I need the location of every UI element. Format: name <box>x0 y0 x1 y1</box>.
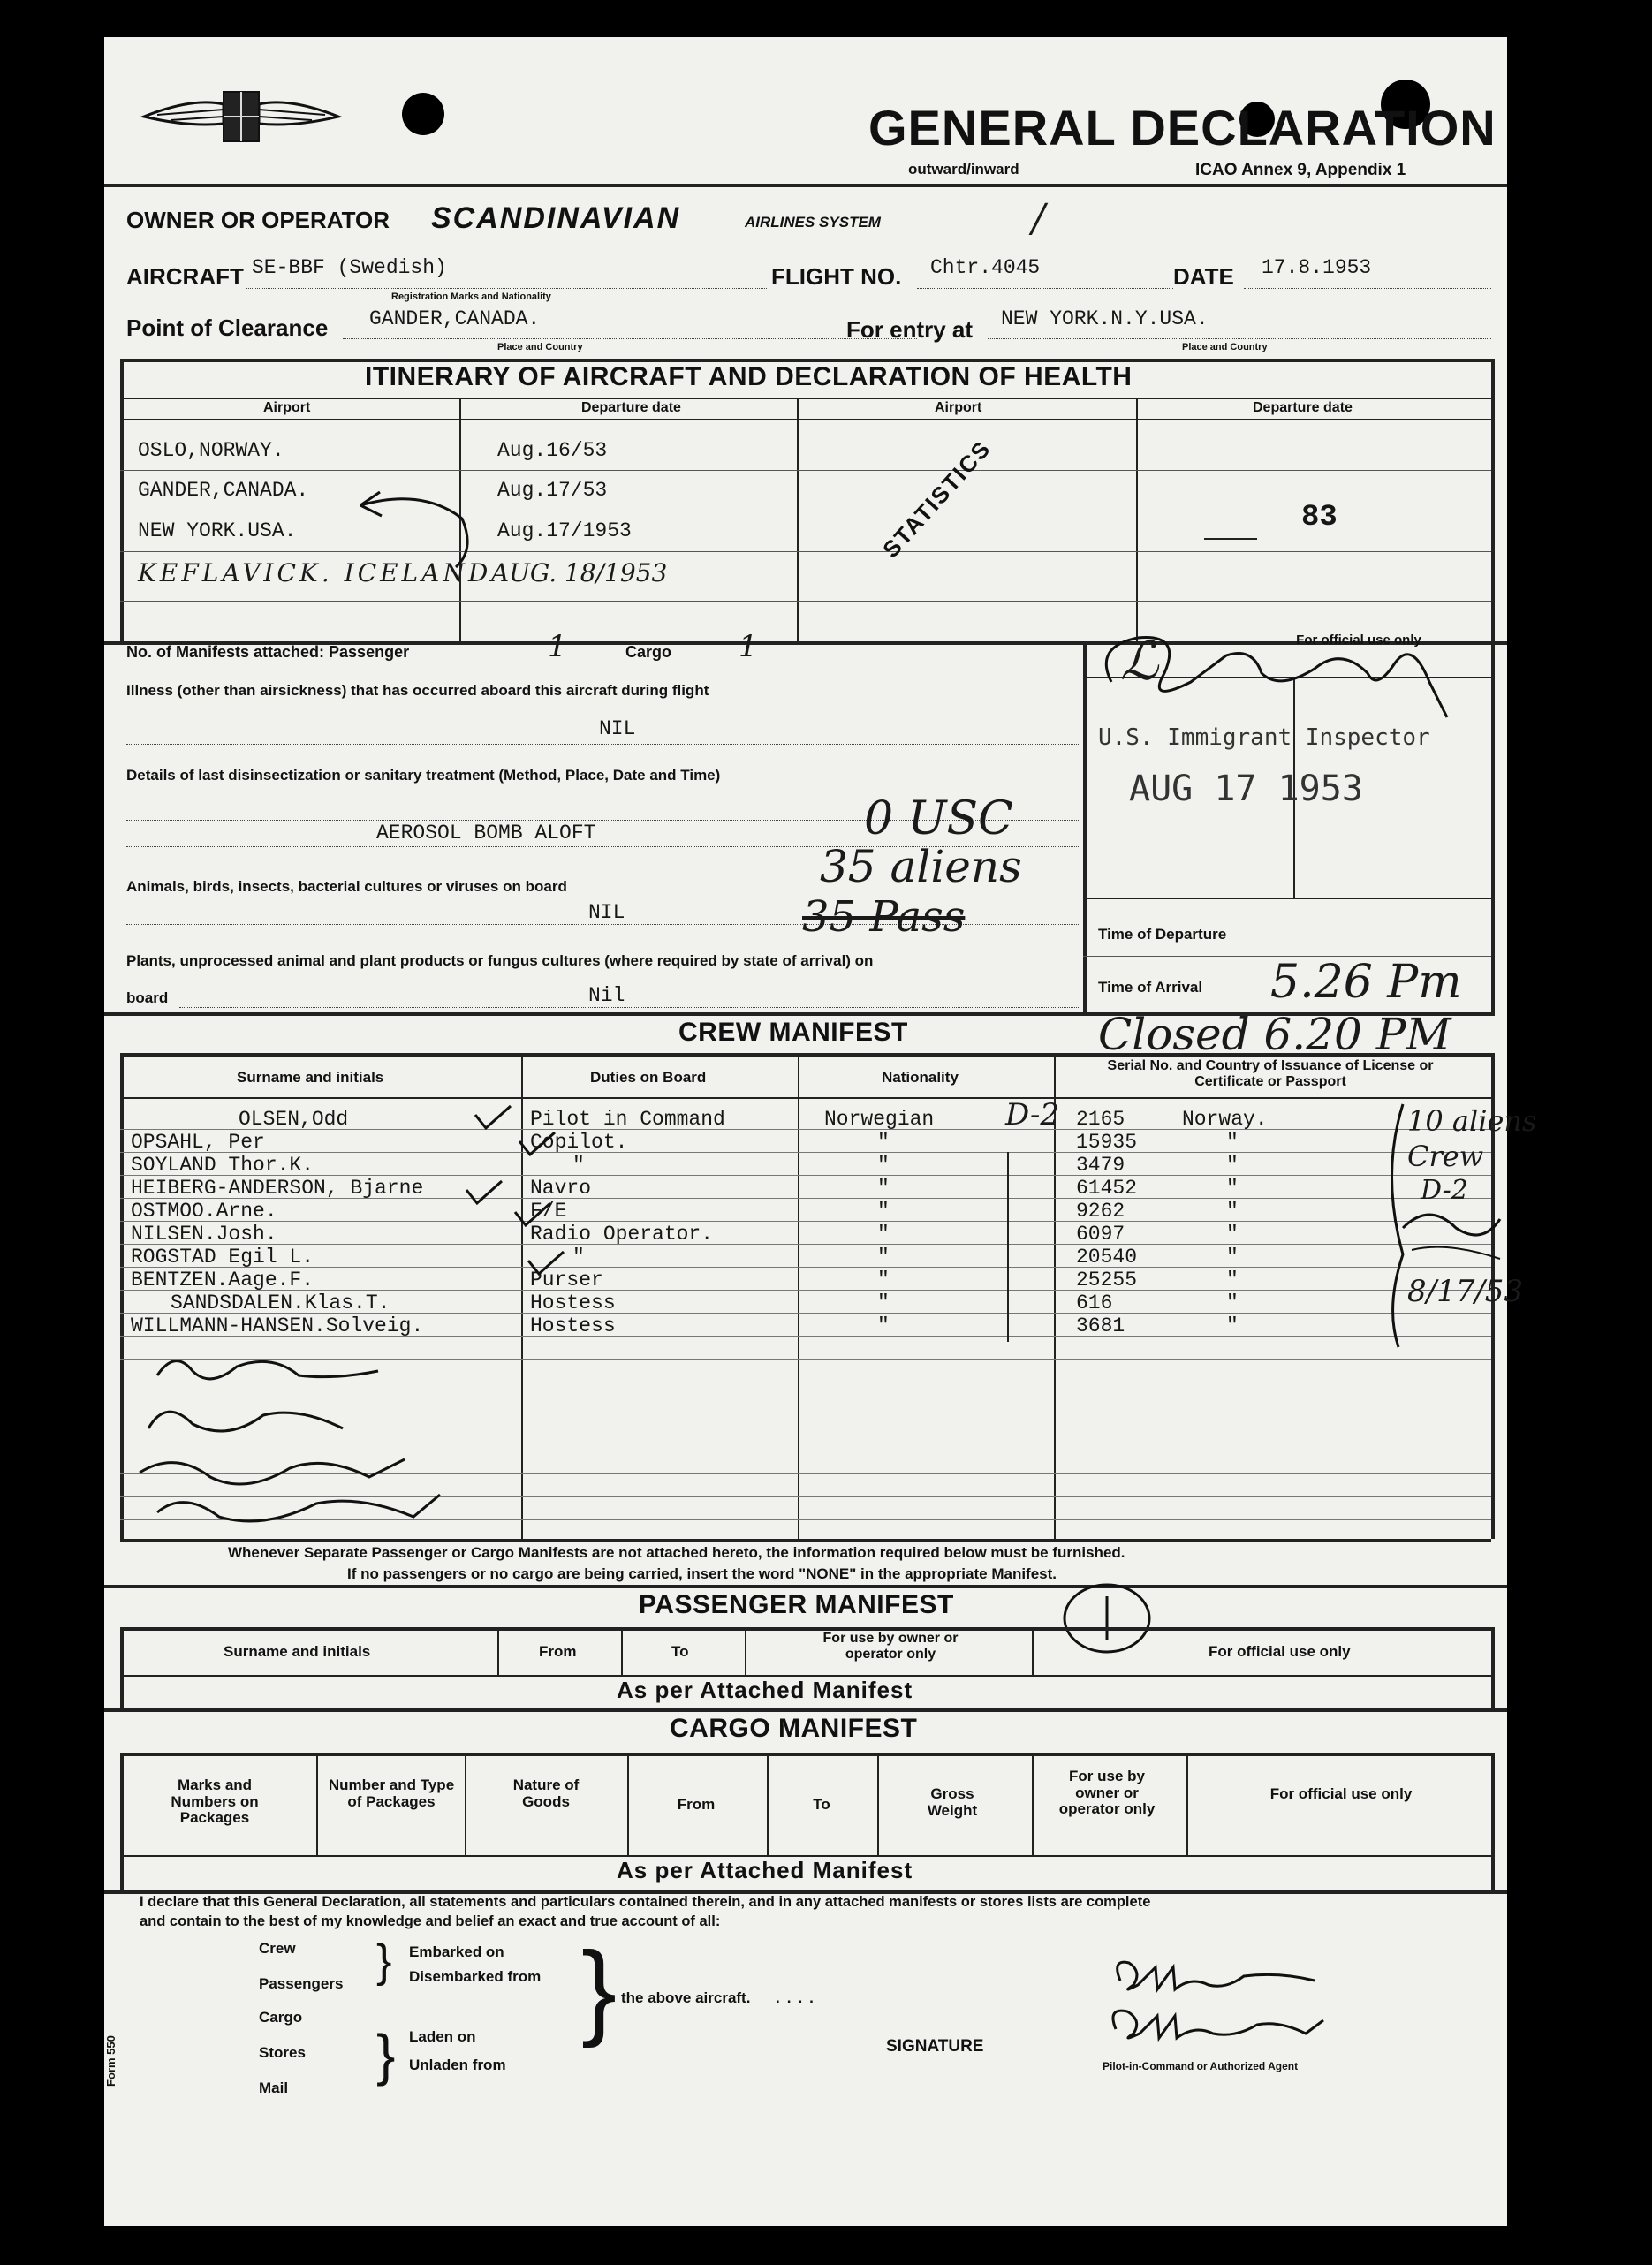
passenger-title: PASSENGER MANIFEST <box>639 1590 954 1619</box>
crew-nationality: Norwegian <box>824 1108 935 1131</box>
arrival-label: Time of Arrival <box>1098 979 1203 996</box>
crew-note: D-2 <box>1421 1175 1468 1206</box>
declaration-item-passengers: Passengers <box>259 1975 344 1992</box>
crew-nationality: " <box>877 1269 890 1292</box>
crew-duty: Hostess <box>530 1314 616 1337</box>
passenger-header-to: To <box>671 1643 689 1660</box>
declaration-text-2: and contain to the best of my knowledge and belief an exact and true account of all: <box>140 1913 721 1929</box>
cargo-count-label: Cargo <box>625 643 672 661</box>
animals-label: Animals, birds, insects, bacterial cultures or viruses on board <box>126 878 567 895</box>
declaration-item-crew: Crew <box>259 1940 296 1957</box>
crew-country: " <box>1226 1246 1239 1269</box>
clearance-value: GANDER,CANADA. <box>369 307 541 330</box>
crew-serial: 6097 <box>1076 1223 1125 1246</box>
crew-country: Norway. <box>1182 1108 1268 1131</box>
clearance-label: Point of Clearance <box>126 314 329 341</box>
manifests-cargo: 1 <box>739 629 758 664</box>
cargo-header-weight: Gross Weight <box>927 1785 978 1819</box>
crew-serial: 9262 <box>1076 1200 1125 1223</box>
crew-country: " <box>1226 1223 1239 1246</box>
passenger-header-official: For official use only <box>1209 1643 1351 1660</box>
crew-name: OPSAHL, Per <box>131 1131 265 1154</box>
cargo-entry: As per Attached Manifest <box>617 1857 913 1883</box>
crew-serial: 2165 <box>1076 1108 1125 1131</box>
official-use-title: For official use only <box>1296 633 1421 648</box>
plants-value: Nil <box>588 984 625 1007</box>
entry-value: NEW YORK.N.Y.USA. <box>1001 307 1209 330</box>
departure-label: Time of Departure <box>1098 926 1227 943</box>
form-reference: ICAO Annex 9, Appendix 1 <box>1195 161 1406 179</box>
crew-serial: 15935 <box>1076 1131 1138 1154</box>
unladen-label: Unladen from <box>409 2057 506 2073</box>
cargo-header-operator: For use by owner or operator only <box>1058 1768 1156 1818</box>
crew-nationality: " <box>877 1246 890 1269</box>
aircraft-label: AIRCRAFT <box>126 263 244 290</box>
illness-value: NIL <box>599 717 636 740</box>
itinerary-date: AUG. 18/1953 <box>491 558 668 587</box>
crew-nationality: " <box>877 1177 890 1200</box>
disembarked-label: Disembarked from <box>409 1968 542 1985</box>
operator-mark: / <box>1032 196 1045 241</box>
itinerary-airport: NEW YORK.USA. <box>138 519 297 542</box>
inspector-signature: ℒ <box>1120 631 1159 693</box>
form-number: Form 550 <box>104 2035 117 2087</box>
inspector-stamp-date: AUG 17 1953 <box>1129 769 1363 809</box>
crew-row-rule <box>120 1175 1491 1176</box>
crew-serial: 3681 <box>1076 1314 1125 1337</box>
plants-label-2: board <box>126 989 169 1006</box>
crew-checkmarks <box>413 1102 784 1331</box>
passenger-header-from: From <box>539 1643 577 1660</box>
cargo-header-from: From <box>677 1796 716 1813</box>
crew-row-rule <box>120 1267 1491 1268</box>
itinerary-header-date: Departure date <box>1253 400 1353 415</box>
operator-name-suffix: AIRLINES SYSTEM <box>745 214 881 231</box>
cargo-title: CARGO MANIFEST <box>670 1714 918 1743</box>
instruction-line-2: If no passengers or no cargo are being carried, insert the word "NONE" in the appropriate Manifest. <box>347 1565 1057 1582</box>
date-value: 17.8.1953 <box>1262 256 1372 279</box>
crew-nationality: " <box>877 1154 890 1177</box>
health-note: 35 Pass <box>802 892 966 942</box>
crew-country: " <box>1226 1269 1239 1292</box>
cargo-header-number: Number and Type of Packages <box>328 1776 455 1810</box>
itinerary-date: Aug.17/53 <box>497 479 608 502</box>
crew-name: WILLMANN-HANSEN.Solveig. <box>131 1314 424 1337</box>
inspector-signature-scribble <box>1076 620 1500 726</box>
passenger-header-operator: For use by owner or operator only <box>822 1631 959 1662</box>
crew-name: BENTZEN.Aage.F. <box>131 1269 314 1292</box>
crew-header-serial: Serial No. and Country of Issuance of License or Certificate or Passport <box>1107 1058 1434 1089</box>
closed-time: Closed 6.20 PM <box>1098 1009 1451 1060</box>
itinerary-date: Aug.17/1953 <box>497 519 632 542</box>
inspector-stamp: U.S. Immigrant Inspector <box>1098 724 1430 751</box>
operator-name: SCANDINAVIAN <box>431 201 681 235</box>
signature-label: SIGNATURE <box>886 2037 984 2056</box>
plants-label: Plants, unprocessed animal and plant products or fungus cultures (where required by state of arrival) on <box>126 952 874 969</box>
circle-mark <box>1058 1579 1156 1658</box>
crew-name: SOYLAND Thor.K. <box>131 1154 314 1177</box>
cargo-header-official: For official use only <box>1269 1785 1413 1802</box>
crew-signatures <box>122 1345 528 1539</box>
crew-country: " <box>1226 1131 1239 1154</box>
crew-header-name: Surname and initials <box>237 1069 384 1086</box>
pilot-signature <box>1103 1950 1368 2056</box>
crew-nationality: " <box>877 1223 890 1246</box>
cargo-header-to: To <box>813 1796 830 1813</box>
wings-logo-icon <box>140 81 343 152</box>
flight-label: FLIGHT NO. <box>771 263 902 290</box>
instruction-line-1: Whenever Separate Passenger or Cargo Manifests are not attached hereto, the information required below must be furnished. <box>228 1544 1125 1561</box>
itinerary-note: 83 <box>1301 501 1338 534</box>
itinerary-header-date: Departure date <box>581 400 681 415</box>
laden-label: Laden on <box>409 2028 476 2045</box>
itinerary-title: ITINERARY OF AIRCRAFT AND DECLARATION OF HEALTH <box>365 362 1133 391</box>
crew-note: 10 aliens <box>1407 1104 1537 1138</box>
date-label: DATE <box>1173 263 1234 290</box>
itinerary-airport: GANDER,CANADA. <box>138 479 309 502</box>
above-aircraft-label: the above aircraft. <box>621 1989 751 2006</box>
crew-name: NILSEN.Josh. <box>131 1223 277 1246</box>
crew-country: " <box>1226 1314 1239 1337</box>
crew-name: OLSEN,Odd <box>239 1108 349 1131</box>
health-note: 35 aliens <box>820 841 1022 892</box>
crew-serial: 3479 <box>1076 1154 1125 1177</box>
aircraft-caption: Registration Marks and Nationality <box>391 292 551 302</box>
statistics-stamp: STATISTICS <box>877 435 997 564</box>
nationality-note: D-2 <box>1005 1097 1060 1132</box>
crew-signature-scribble <box>1376 1095 1507 1352</box>
declaration-item-mail: Mail <box>259 2079 289 2096</box>
health-note: 0 USC <box>864 792 1013 845</box>
declaration-text-1: I declare that this General Declaration, all statements and particulars contained therein, and in any attached manifests or stores lists are complete <box>140 1894 1151 1910</box>
itinerary-date: Aug.16/53 <box>497 439 608 462</box>
crew-country: " <box>1226 1154 1239 1177</box>
itinerary-header-airport: Airport <box>935 400 982 415</box>
declaration-form: GENERAL DECLARATION outward/inward ICAO Annex 9, Appendix 1 OWNER OR OPERATOR SCANDINAVIAN AIRLINES SYSTEM / AIRCRAFT SE-BBF (Swedish) Registration Marks and Nationality FLIGHT NO. Chtr.4045 DATE 17.8.1953 Point of Clearance GANDER,CANADA. Place and Country For entry at NEW YORK.N.Y.USA. Place and Country ITINERARY OF AIRCRAFT AND DECLARATION OF HEALTH Airport Departure date Airport Departure date OSLO,NORWAY. Aug.16/53 GANDER,CANADA. Aug.17/53 NEW YORK.USA. Aug.17/1953 KEFLAVICK. ICELAND AUG. 18/1953 STATISTICS 83 No. of Manifests attached: Passenger 1 Cargo 1 Illness (other than airsickness) that has occurred aboard this aircraft during flight NIL Details of last disinsectization or sanitary treatment (Method, Place, Date and Time) AEROSOL BOMB ALOFT Animals, birds, insects, bacterial cultures or viruses on board NIL Plants, unprocessed animal and plant products or fungus cultures (where required by state of arrival) on board Nil 0 USC 35 aliens 35 Pass For official use only U.S. Immigrant Inspector AUG 17 1953 ℒ Time of Departure Time of Arrival 5.26 Pm Closed 6.20 PM CREW MANIFEST Surname and initials Duties on Board Nationality Serial No. and Country of Issuance of License or Certificate or Passport OLSEN,Odd Pilot in Command Norwegian 2165 Norway. OPSAHL, Per Copilot. " 15935 " SOYLAND Thor.K. " " 3479 " HEIBERG-ANDERSON, Bjarne Navro " 61452 " OSTMOO.Arne. F/E " 9262 " NILSEN.Josh. Radio Operator. " 6097 " ROGSTAD Egil L. " " 20540 " BENTZEN.Aage.F. Purser " 25255 " SANDSDALEN.Klas.T. Hostess " 616 " WILLMANN-HANSEN.Solveig. Hostess " 3681 " D-2 10 aliens Crew D-2 8/17/53 Whenever Separate Passenger or Cargo Manifests are not attached hereto, the information required below must be furnished. If no passengers or no cargo are being carried, insert the word "NONE" in the appropriate Manifest. PASSENGER MANIFEST Surname and initials From To For use by owner or operator only For official use only As per Attached Manifest CARGO MANIFEST Marks and Numbers on Packages Number and Type of Packages Nature of Goods From To Gross Weight For use by owner or operator only For official use only As per Attached Manifest I declare that this General Declaration, all statements and particulars contained therein, and in any attached manifests or stores lists are complete and contain to the best of my knowledge and belief an exact and true account of all: Crew Passengers Cargo Stores Mail } } Embarked on Disembarked from Laden on Unladen from } the above aircraft. .... SIGNATURE Pilot-in-Command or Authorized Agent Form 550 <box>104 37 1507 2226</box>
crew-duty: " <box>572 1154 585 1177</box>
itinerary-airport: OSLO,NORWAY. <box>138 439 284 462</box>
crew-duty: " <box>572 1246 585 1269</box>
embarked-label: Embarked on <box>409 1943 504 1960</box>
illness-label: Illness (other than airsickness) that has occurred aboard this aircraft during flight <box>126 682 709 699</box>
crew-row-rule <box>120 1221 1491 1222</box>
crew-duty: Radio Operator. <box>530 1223 714 1246</box>
aircraft-value: SE-BBF (Swedish) <box>252 256 447 279</box>
crew-serial: 25255 <box>1076 1269 1138 1292</box>
crew-note: Crew <box>1407 1140 1484 1173</box>
crew-name: SANDSDALEN.Klas.T. <box>171 1292 390 1314</box>
entry-caption: Place and Country <box>1182 342 1268 352</box>
crew-serial: 616 <box>1076 1292 1113 1314</box>
crew-name: OSTMOO.Arne. <box>131 1200 277 1223</box>
crew-header-duty: Duties on Board <box>590 1069 707 1086</box>
crew-note: 8/17/53 <box>1407 1274 1524 1309</box>
entry-label: For entry at <box>846 316 974 343</box>
punch-hole <box>402 93 444 135</box>
crew-row-rule <box>120 1244 1491 1245</box>
signature-caption: Pilot-in-Command or Authorized Agent <box>1103 2060 1299 2072</box>
passenger-entry: As per Attached Manifest <box>617 1677 913 1703</box>
crew-country: " <box>1226 1292 1239 1314</box>
manifests-passenger: 1 <box>548 629 567 664</box>
crew-duty: Copilot. <box>530 1131 628 1154</box>
crew-row-rule <box>120 1290 1491 1291</box>
crew-duty: F/E <box>530 1200 567 1223</box>
crew-nationality: " <box>877 1200 890 1223</box>
disinsect-label: Details of last disinsectization or sanitary treatment (Method, Place, Date and Time) <box>126 767 721 784</box>
itinerary-airport: KEFLAVICK. ICELAND <box>138 558 492 587</box>
itinerary-header-airport: Airport <box>263 400 311 415</box>
animals-value: NIL <box>588 901 625 924</box>
cargo-header-nature: Nature of Goods <box>512 1776 580 1810</box>
arrival-value: 5.26 Pm <box>1270 956 1462 1009</box>
form-title: GENERAL DECLARATION <box>868 100 1497 155</box>
crew-name: ROGSTAD Egil L. <box>131 1246 314 1269</box>
declaration-item-stores: Stores <box>259 2044 306 2061</box>
crew-nationality: " <box>877 1292 890 1314</box>
crew-country: " <box>1226 1200 1239 1223</box>
crew-duty: Hostess <box>530 1292 616 1314</box>
arrow-annotation <box>343 452 475 576</box>
crew-serial: 61452 <box>1076 1177 1138 1200</box>
crew-duty: Pilot in Command <box>530 1108 725 1131</box>
operator-label: OWNER OR OPERATOR <box>126 207 390 233</box>
crew-title: CREW MANIFEST <box>678 1018 908 1047</box>
crew-nationality: " <box>877 1314 890 1337</box>
form-subtitle: outward/inward <box>908 161 1019 178</box>
disinsect-value: AEROSOL BOMB ALOFT <box>376 822 596 845</box>
manifests-label: No. of Manifests attached: Passenger <box>126 643 410 661</box>
clearance-caption: Place and Country <box>497 342 583 352</box>
crew-duty: Navro <box>530 1177 592 1200</box>
crew-nationality: " <box>877 1131 890 1154</box>
crew-serial: 20540 <box>1076 1246 1138 1269</box>
crew-header-nationality: Nationality <box>882 1069 959 1086</box>
flight-value: Chtr.4045 <box>930 256 1041 279</box>
declaration-item-cargo: Cargo <box>259 2009 303 2026</box>
crew-row-rule <box>120 1152 1491 1153</box>
crew-name: HEIBERG-ANDERSON, Bjarne <box>131 1177 424 1200</box>
crew-country: " <box>1226 1177 1239 1200</box>
crew-duty: Purser <box>530 1269 603 1292</box>
passenger-header-name: Surname and initials <box>224 1643 371 1660</box>
cargo-header-marks: Marks and Numbers on Packages <box>171 1776 259 1827</box>
